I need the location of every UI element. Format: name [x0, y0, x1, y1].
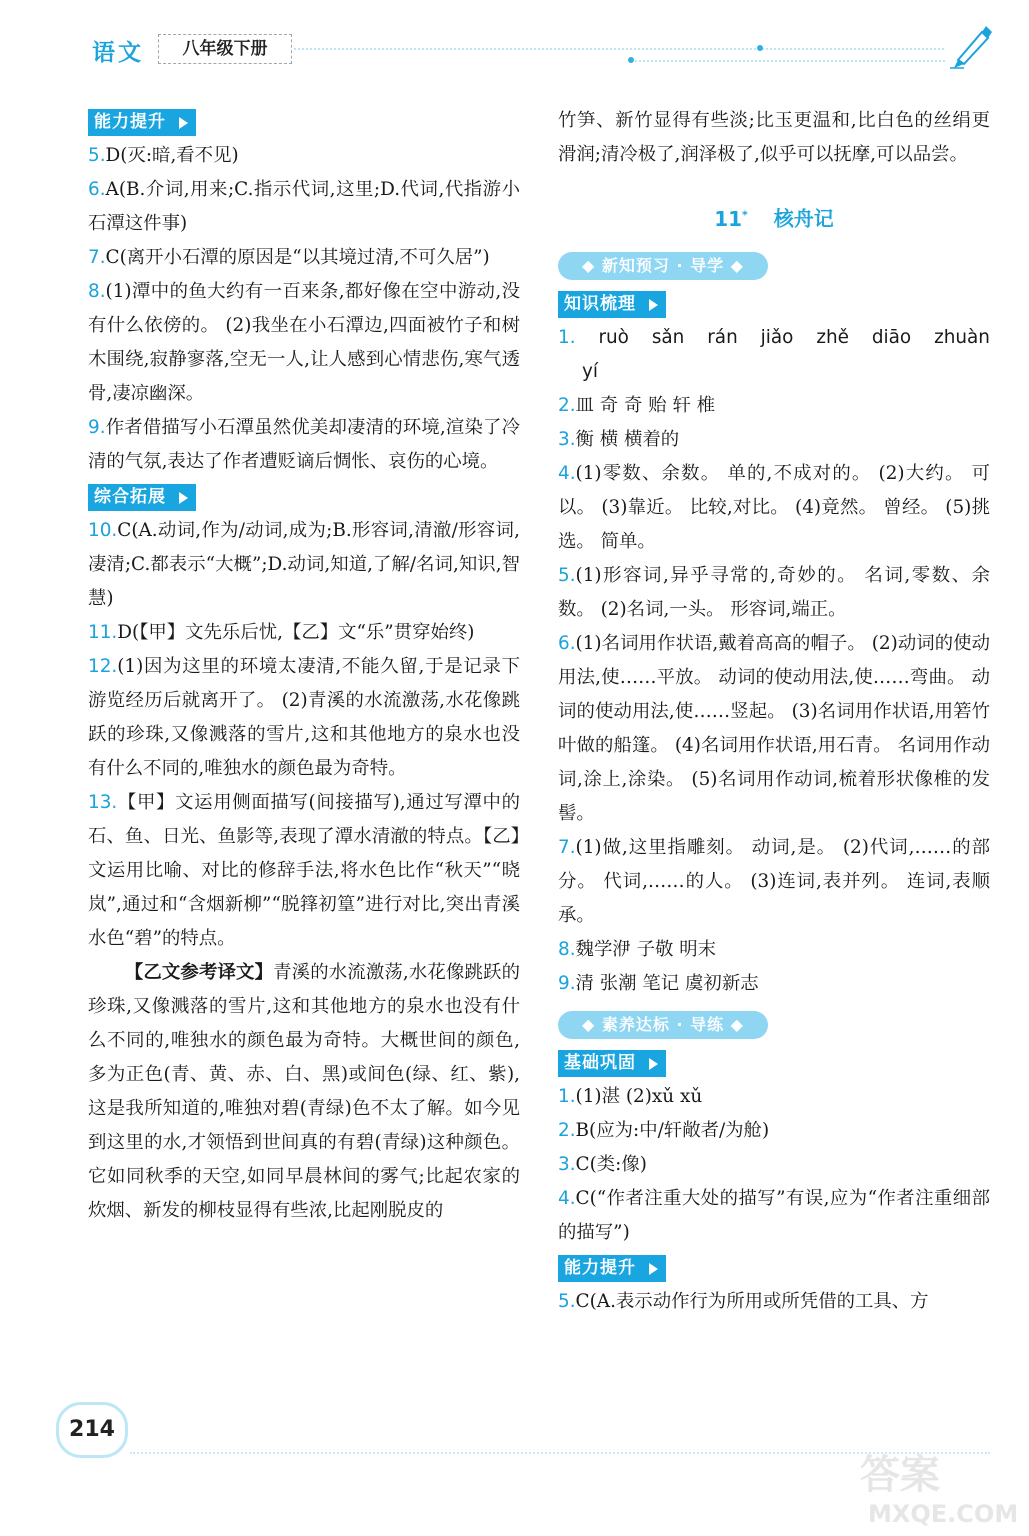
header-divider-2 — [630, 60, 945, 62]
lesson-number: 11* — [714, 206, 748, 231]
play-triangle-icon — [649, 299, 658, 311]
item-number: 12. — [88, 656, 118, 677]
item-number: 6. — [558, 632, 576, 654]
item-number: 1. — [558, 1085, 576, 1107]
item-number: 2. — [558, 394, 576, 416]
item-number: 4. — [558, 1187, 576, 1209]
pinyin: zhuàn — [934, 326, 990, 348]
pinyin: ruò — [598, 326, 629, 348]
section-tag: 基础巩固 — [558, 1050, 666, 1077]
translation-continued: 竹笋、新竹显得有些淡;比玉更温和,比白色的丝绢更滑润;清冷极了,润泽极了,似乎可以抚摩,可以品尝。 — [558, 110, 990, 165]
answer-item: 9.清 张潮 笔记 虞初新志 — [558, 972, 759, 994]
play-triangle-icon — [179, 117, 188, 129]
answer-item: 8.(1)潭中的鱼大约有一百来条,都好像在空中游动,没有什么依傍的。 (2)我坐在小石潭边,四面被竹子和树木围绕,寂静寥落,空无一人,让人感到心情悲伤,寒气透骨,凄凉幽深。 — [88, 281, 520, 404]
answer-item: 12.(1)因为这里的环境太凄清,不能久留,于是记录下游览经历后就离开了。 (2)青溪的水流激荡,水花像跳跃的珍珠,又像溅落的雪片,这和其他地方的泉水也没有什么不同的,唯独水的颜色最为奇特。 — [88, 656, 520, 779]
grade-label: 八年级下册 — [158, 34, 292, 64]
play-triangle-icon — [179, 492, 188, 504]
pinyin: rán — [707, 326, 738, 348]
item-number: 7. — [558, 836, 576, 858]
item-number: 13. — [88, 792, 118, 813]
left-column — [88, 104, 520, 1228]
section-banner: ◆ 素养达标 · 导练 ◆ — [558, 1011, 768, 1039]
item-number: 6. — [88, 179, 106, 200]
lesson-name: 核舟记 — [773, 206, 834, 231]
watermark-logo — [850, 1440, 1019, 1530]
answer-item: 5.C(A.表示动作行为所用或所凭借的工具、方 — [558, 1290, 929, 1312]
section-banner: ◆ 新知预习 · 导学 ◆ — [558, 252, 768, 280]
answer-item: 10.C(A.动词,作为/动词,成为;B.形容词,清澈/形容词,凄清;C.都表示“大概”;D.动词,知道,了解/名词,知识,智慧) — [88, 520, 520, 609]
item-number: 9. — [558, 972, 576, 994]
header-divider — [294, 48, 944, 50]
answer-item: 3.衡 横 横着的 — [558, 428, 680, 450]
item-number: 8. — [88, 281, 106, 302]
answer-item: 7.C(离开小石潭的原因是“以其境过清,不可久居”) — [88, 247, 490, 268]
section-tag: 能力提升 — [88, 109, 196, 136]
lesson-title — [558, 198, 990, 236]
header-dot — [628, 57, 634, 63]
item-number: 4. — [558, 462, 576, 484]
item-number: 11. — [88, 622, 118, 643]
translation-paragraph: 【乙文参考译文】青溪的水流激荡,水花像跳跃的珍珠,又像溅落的雪片,这和其他地方的泉水也没有什么不同的,唯独水的颜色最为奇特。大概世间的颜色,多为正色(青、黄、赤、白、黑)或间色(绿、红、紫),这是我所知道的,唯独对碧(青绿)色不太了解。如今见到这里的水,才领悟到世间真的有碧(青绿)这种颜色。它如同秋季的天空,如同早晨林间的雾气;比起农家的炊烟、新发的柳枝显得有些浓,比起刚脱皮的 — [88, 962, 520, 1221]
right-column — [558, 104, 990, 1319]
item-number: 9. — [88, 417, 106, 438]
answer-item: 4.C(“作者注重大处的描写”有误,应为“作者注重细部的描写”) — [558, 1187, 990, 1243]
answer-item: 4.(1)零数、余数。 单的,不成对的。 (2)大约。 可以。 (3)靠近。 比较,对比。 (4)竟然。 曾经。 (5)挑选。 简单。 — [558, 462, 990, 552]
answer-item: 8.魏学洢 子敬 明末 — [558, 938, 716, 960]
pen-icon — [946, 20, 996, 70]
pinyin-continued: yí — [582, 360, 598, 382]
svg-text:MXQE.COM: MXQE.COM — [868, 1500, 1019, 1528]
item-number: 7. — [88, 247, 106, 268]
answer-item: 11.D(【甲】文先乐后忧,【乙】文“乐”贯穿始终) — [88, 622, 475, 643]
pinyin: diāo — [871, 326, 912, 348]
pinyin: zhě — [816, 326, 849, 348]
page-number: 214 — [56, 1402, 128, 1458]
answer-item: 7.(1)做,这里指雕刻。 动词,是。 (2)代词,……的部分。 代词,……的人。 (3)连词,表并列。 连词,表顺承。 — [558, 836, 990, 926]
answer-item: 6.A(B.介词,用来;C.指示代词,这里;D.代词,代指游小石潭这件事) — [88, 179, 520, 234]
item-number: 5. — [88, 145, 106, 166]
pinyin-row — [558, 321, 990, 355]
answer-item: 13.【甲】文运用侧面描写(间接描写),通过写潭中的石、鱼、日光、鱼影等,表现了潭水清澈的特点。【乙】文运用比喻、对比的修辞手法,将水色比作“秋天”“晓岚”,通过和“含烟新柳”“脱箨初篁”进行对比,突出青溪水色“碧”的特点。 — [88, 792, 520, 949]
item-number: 5. — [558, 1290, 576, 1312]
item-number: 10. — [88, 520, 118, 541]
item-number: 2. — [558, 1119, 576, 1141]
subject-title: 语文 — [92, 40, 144, 66]
pinyin: sǎn — [651, 326, 685, 348]
page-header — [0, 0, 1029, 80]
section-tag: 知识梳理 — [558, 291, 666, 318]
item-number: 3. — [558, 428, 576, 450]
header-dot — [757, 45, 763, 51]
answer-item: 9.作者借描写小石潭虽然优美却凄清的环境,渲染了冷清的气氛,表达了作者遭贬谪后惆怅、哀伤的心境。 — [88, 417, 520, 472]
answer-item: 5.D(灭:暗,看不见) — [88, 145, 239, 166]
section-tag: 能力提升 — [558, 1255, 666, 1282]
section-tag: 综合拓展 — [88, 484, 196, 511]
svg-text:答案: 答案 — [860, 1452, 940, 1498]
item-number: 5. — [558, 564, 576, 586]
play-triangle-icon — [649, 1058, 658, 1070]
right-answers — [558, 252, 990, 1319]
answer-item: 3.C(类:像) — [558, 1153, 647, 1175]
item-number: 1. — [558, 326, 576, 348]
pinyin: jiǎo — [760, 326, 794, 348]
answer-item: 6.(1)名词用作状语,戴着高高的帽子。 (2)动词的使动用法,使……平放。 动词的使动用法,使……弯曲。 动词的使动用法,使……竖起。 (3)名词用作状语,用箬竹叶做的船篷。 (4)名词用作状语,用石青。 名词用作动词,涂上,涂染。 (5)名词用作动词,梳着形状像椎的发髻。 — [558, 632, 990, 824]
play-triangle-icon — [649, 1263, 658, 1275]
answer-item: 5.(1)形容词,异乎寻常的,奇妙的。 名词,零数、余数。 (2)名词,一头。 形容词,端正。 — [558, 564, 990, 620]
item-number: 8. — [558, 938, 576, 960]
answer-item: 2.B(应为:中/轩敞者/为舱) — [558, 1119, 770, 1141]
item-number: 3. — [558, 1153, 576, 1175]
answer-item: 1.(1)湛 (2)xǔ xǔ — [558, 1085, 703, 1107]
answer-item: 2.皿 奇 奇 贻 轩 椎 — [558, 394, 716, 416]
